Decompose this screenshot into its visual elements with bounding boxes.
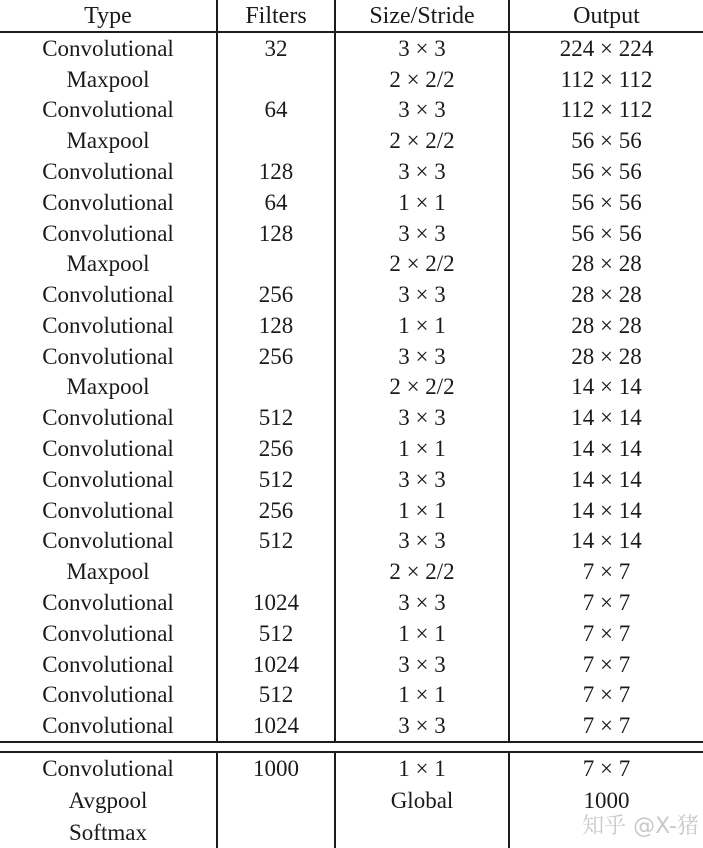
table-cell: Convolutional	[0, 526, 218, 557]
table-cell: 512	[218, 402, 336, 433]
table-cell: 112 × 112	[560, 66, 653, 92]
table-cell: Maxpool	[0, 372, 218, 403]
table-cell: Convolutional	[0, 433, 218, 464]
table-cell: Convolutional	[0, 279, 218, 310]
table-cell: 2 × 2/2	[336, 64, 510, 95]
table-body	[0, 33, 703, 741]
table-cell: 28 × 28	[571, 251, 642, 277]
table-cell: 7 × 7	[582, 589, 631, 615]
table-cell: 28 × 28	[571, 312, 642, 338]
table-cell: 7 × 7	[582, 756, 631, 782]
table-cell: 3 × 3	[336, 402, 510, 433]
table-cell: Convolutional	[0, 710, 218, 741]
table-cell: 256	[218, 341, 336, 372]
table-cell: 14 × 14	[571, 528, 642, 554]
table-cell: 1 × 1	[336, 753, 510, 785]
table-cell: 14 × 14	[571, 436, 642, 462]
table-cell: 3 × 3	[336, 218, 510, 249]
table-cell: Convolutional	[0, 218, 218, 249]
table-cell: 56 × 56	[571, 220, 642, 246]
table-cell: 1 × 1	[336, 618, 510, 649]
table-cell: 1024	[218, 710, 336, 741]
table-cell: 128	[218, 310, 336, 341]
table-cell: Convolutional	[0, 187, 218, 218]
table-cell: 56 × 56	[571, 189, 642, 215]
table-cell: 512	[218, 464, 336, 495]
table-cell: 1000	[583, 787, 630, 813]
table-cell: Convolutional	[0, 649, 218, 680]
table-cell: 256	[218, 433, 336, 464]
table-cell: 2 × 2/2	[336, 372, 510, 403]
table-cell: 1 × 1	[336, 433, 510, 464]
table-cell: Convolutional	[0, 156, 218, 187]
table-cell: 7 × 7	[582, 713, 631, 739]
table-cell: 512	[218, 618, 336, 649]
table-cell	[218, 248, 336, 279]
table-cell: Avgpool	[0, 785, 218, 817]
table-cell	[218, 372, 336, 403]
zhihu-watermark: 知乎 @X-猪	[582, 814, 699, 839]
table-cell: 2 × 2/2	[336, 248, 510, 279]
table-cell: 3 × 3	[336, 649, 510, 680]
table-cell: 14 × 14	[571, 405, 642, 431]
table-cell: 128	[218, 156, 336, 187]
table-cell: 3 × 3	[336, 95, 510, 126]
table-cell: 7 × 7	[582, 559, 631, 585]
table-cell: 1000	[218, 753, 336, 785]
table-cell: 112 × 112	[560, 97, 653, 123]
table-cell: 1 × 1	[336, 187, 510, 218]
table-cell: 512	[218, 526, 336, 557]
table-cell: 56 × 56	[571, 128, 642, 154]
table-cell: 7 × 7	[582, 682, 631, 708]
table-cell: Maxpool	[0, 248, 218, 279]
table-cell: Convolutional	[0, 753, 218, 785]
header-cell-filters: Filters	[218, 0, 336, 31]
table-cell: 1024	[218, 649, 336, 680]
double-rule-separator	[0, 741, 703, 753]
table-cell: 128	[218, 218, 336, 249]
table-cell: 1 × 1	[336, 495, 510, 526]
table-cell: Convolutional	[0, 464, 218, 495]
table-cell: 14 × 14	[571, 497, 642, 523]
table-cell: Maxpool	[0, 556, 218, 587]
header-cell-type: Type	[0, 0, 218, 31]
header-cell-size-stride: Size/Stride	[336, 0, 510, 31]
table-cell: 3 × 3	[336, 464, 510, 495]
table-cell: Convolutional	[0, 95, 218, 126]
table-cell: 7 × 7	[582, 651, 631, 677]
table-cell: Convolutional	[0, 310, 218, 341]
table-cell: 3 × 3	[336, 33, 510, 64]
header-cell-output: Output	[573, 2, 640, 29]
table-cell: 256	[218, 279, 336, 310]
table-cell: 3 × 3	[336, 587, 510, 618]
table-header-row	[0, 0, 703, 33]
table-cell: 64	[218, 95, 336, 126]
table-cell: Convolutional	[0, 402, 218, 433]
table-cell: Convolutional	[0, 495, 218, 526]
table-cell: 256	[218, 495, 336, 526]
table-cell: 28 × 28	[571, 282, 642, 308]
table-cell: 3 × 3	[336, 710, 510, 741]
table-cell: 28 × 28	[571, 343, 642, 369]
table-cell: Convolutional	[0, 618, 218, 649]
table-cell	[218, 64, 336, 95]
table-cell: 2 × 2/2	[336, 125, 510, 156]
table-cell	[218, 125, 336, 156]
table-cell: Global	[336, 785, 510, 817]
table-cell: 512	[218, 679, 336, 710]
table-cell: 3 × 3	[336, 156, 510, 187]
table-cell: Softmax	[0, 816, 218, 848]
table-cell: 3 × 3	[336, 279, 510, 310]
table-cell: 2 × 2/2	[336, 556, 510, 587]
table-cell: Convolutional	[0, 679, 218, 710]
table-cell: 7 × 7	[582, 620, 631, 646]
table-cell: Convolutional	[0, 33, 218, 64]
table-cell: 14 × 14	[571, 374, 642, 400]
table-cell: Convolutional	[0, 341, 218, 372]
table-cell: 64	[218, 187, 336, 218]
table-cell	[218, 816, 336, 848]
table-cell	[218, 785, 336, 817]
table-cell: 1024	[218, 587, 336, 618]
table-cell: 56 × 56	[571, 159, 642, 185]
table-cell	[218, 556, 336, 587]
table-cell: Convolutional	[0, 587, 218, 618]
table-cell: 1 × 1	[336, 310, 510, 341]
table-cell	[336, 816, 510, 848]
table-cell: Maxpool	[0, 125, 218, 156]
table-cell: 3 × 3	[336, 341, 510, 372]
table-cell: 32	[218, 33, 336, 64]
table-cell: 224 × 224	[559, 35, 654, 61]
table-cell: 14 × 14	[571, 466, 642, 492]
table-cell: 1 × 1	[336, 679, 510, 710]
table-cell: Maxpool	[0, 64, 218, 95]
table-cell: 3 × 3	[336, 526, 510, 557]
